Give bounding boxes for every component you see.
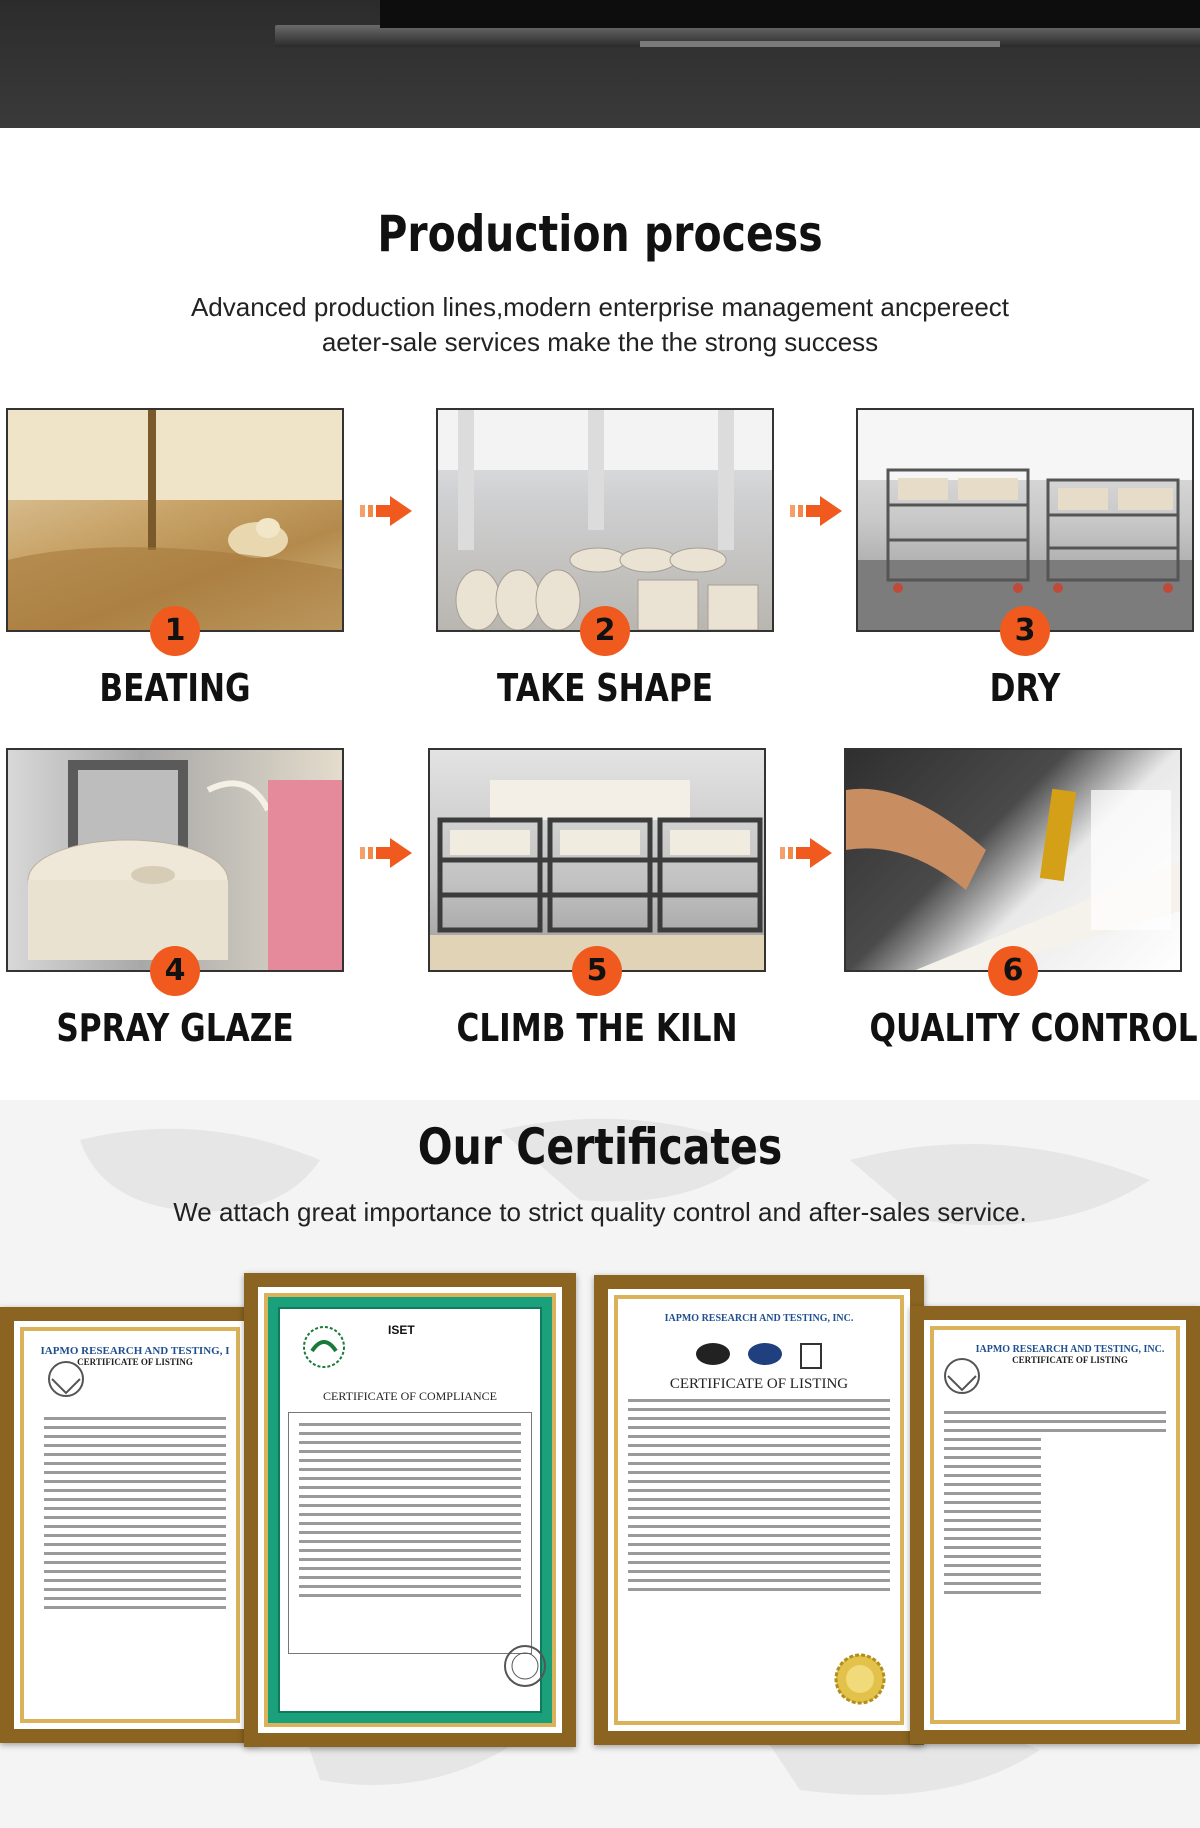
- arrow-right-icon: [360, 838, 412, 868]
- certificate-heading: ISET: [388, 1323, 415, 1337]
- step-label-beating: BEATING: [99, 666, 251, 710]
- certificate-heading: IAPMO RESEARCH AND TESTING, INC.: [975, 1344, 1165, 1355]
- iapmo-logo-icon: [747, 1342, 783, 1366]
- laptop-screen: [380, 0, 1200, 28]
- arrow-right-icon: [780, 838, 832, 868]
- production-subtitle-line2: aeter-sale services make the the strong success: [321, 327, 879, 357]
- production-subtitle-line1: Advanced production lines,modern enterprise management ancpereect: [190, 292, 1010, 322]
- certificate-heading: IAPMO RESEARCH AND TESTING, INC.: [664, 1313, 854, 1324]
- step-label-quality-control: QUALITY CONTROL: [869, 1006, 1198, 1050]
- arrow-right-icon: [360, 496, 412, 526]
- upc-seal-icon: [942, 1356, 982, 1396]
- certificates-subtitle: We attach great importance to strict quality control and after-sales service.: [173, 1197, 1027, 1227]
- certificate-frame-4: [910, 1306, 1200, 1744]
- step-number-2: 2: [580, 606, 630, 656]
- certificate-subheading: CERTIFICATE OF LISTING: [77, 1357, 193, 1367]
- certificate-frame-2: [244, 1273, 576, 1747]
- step-quality-control-image: [844, 748, 1182, 972]
- step-number-1: 1: [150, 606, 200, 656]
- certificate-heading: IAPMO RESEARCH AND TESTING, I: [40, 1345, 230, 1357]
- step-number-3: 3: [1000, 606, 1050, 656]
- step-number-5: 5: [572, 946, 622, 996]
- step-take-shape-image: [436, 408, 774, 632]
- production-title: Production process: [377, 205, 823, 263]
- ansi-logo-icon: [695, 1342, 731, 1366]
- certificates-title: Our Certificates: [417, 1118, 783, 1176]
- arrow-right-icon: [790, 496, 842, 526]
- laptop-hinge: [640, 41, 1000, 47]
- shield-logo-icon: [799, 1342, 823, 1370]
- certificate-subheading: CERTIFICATE OF LISTING: [1012, 1355, 1128, 1365]
- certificate-frame-1: [0, 1307, 260, 1743]
- step-label-spray-glaze: SPRAY GLAZE: [56, 1006, 294, 1050]
- certificate-subheading: CERTIFICATE OF LISTING: [669, 1376, 849, 1392]
- gold-seal-icon: [832, 1651, 888, 1707]
- step-dry-image: [856, 408, 1194, 632]
- certificate-subheading: CERTIFICATE OF COMPLIANCE: [323, 1389, 497, 1403]
- step-number-6: 6: [988, 946, 1038, 996]
- step-label-dry: DRY: [989, 666, 1061, 710]
- step-label-take-shape: TAKE SHAPE: [497, 666, 713, 710]
- iset-logo-icon: [300, 1323, 348, 1371]
- step-climb-the-kiln-image: [428, 748, 766, 972]
- upc-seal-icon: [46, 1359, 86, 1399]
- certificate-frame-3: [594, 1275, 924, 1745]
- stamp-icon: [500, 1641, 550, 1691]
- step-spray-glaze-image: [6, 748, 344, 972]
- step-beating-image: [6, 408, 344, 632]
- step-number-4: 4: [150, 946, 200, 996]
- step-label-climb-the-kiln: CLIMB THE KILN: [456, 1006, 738, 1050]
